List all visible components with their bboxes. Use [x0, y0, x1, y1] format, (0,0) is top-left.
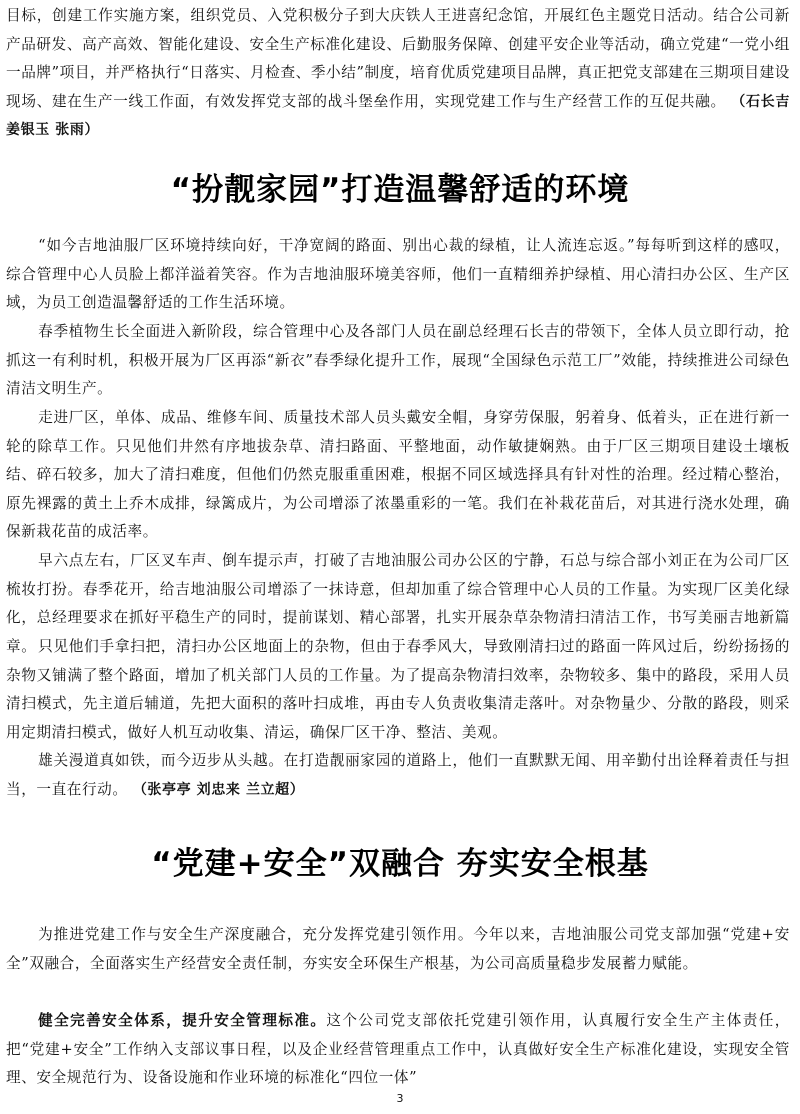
intro-paragraph	[6, 2, 790, 145]
intro-text: 目标，创建工作实施方案，组织党员、入党积极分子到大庆铁人王进喜纪念馆，开展红色主题党日活动。结合公司新产品研发、高产高效、智能化建设、安全生产标准化建设、后勤服务保障、创建平安企业等活动，确立党建“一党小组一品牌”项目，并严格执行“日落实、月检查、季小结”制度，培育优质党建项目品牌，真正把党支部建在三期项目建设现场、建在生产一线工作面，有效发挥党支部的战斗堡垒作用，实现党建工作与生产经营工作的互促共融。	[6, 7, 790, 110]
article2-lead-paragraph	[6, 1007, 790, 1093]
article1-paragraph-4: 早六点左右，厂区叉车声、倒车提示声，打破了吉地油服公司办公区的宁静，石总与综合部小刘正在为公司厂区梳妆打扮。春季花开，给吉地油服公司增添了一抹诗意，但却加重了综合管理中心人员的工作量。为实现厂区美化绿化，总经理要求在抓好平稳生产的同时，提前谋划、精心部署，扎实开展杂草杂物清扫清洁工作，书写美丽吉地新篇章。	[6, 552, 790, 655]
intro-byline: （石长吉 姜银玉 张雨）	[6, 93, 790, 139]
article1-byline: （张亭亭 刘忠来 兰立超）	[132, 781, 305, 798]
article1-paragraph-5: 只见他们手拿扫把，清扫办公区地面上的杂物，但由于春季风大，导致刚清扫过的路面一阵风过后，纷纷扬扬的杂物又铺满了整个路面，增加了机关部门人员的工作量。为了提高杂物清扫效率，杂物较多、集中的路段，采用人员清扫模式，先主道后辅道，先把大面积的落叶扫成堆，再由专人负责收集清走落叶。对杂物量少、分散的路段，则采用定期清扫模式，做好人机互动收集、清运，确保厂区干净、整洁、美观。	[6, 638, 790, 741]
article1-paragraph-1: “如今吉地油服厂区环境持续向好，干净宽阔的路面、别出心裁的绿植，让人流连忘返。”每每听到这样的感叹，综合管理中心人员脸上都洋溢着笑容。作为吉地油服环境美容师，他们一直精细养护绿植、用心清扫办公区、生产区域，为员工创造温馨舒适的工作生活环境。	[6, 237, 790, 312]
article2-lead-heading: 健全完善安全体系，提升安全管理标准。	[38, 1012, 327, 1029]
article1-paragraph-3: 走进厂区，单体、成品、维修车间、质量技术部人员头戴安全帽，身穿劳保服，躬着身、低着头，正在进行新一轮的除草工作。只见他们井然有序地拔杂草、清扫路面、平整地面，动作敏捷娴熟。由于厂区三期项目建设土壤板结、碎石较多，加大了清扫难度，但他们仍然克服重重困难，根据不同区域选择具有针对性的治理。经过精心整治，原先裸露的黄土上乔木成排，绿篱成片，为公司增添了浓墨重彩的一笔。我们在补栽花苗后，对其进行浇水处理，确保新栽花苗的成活率。	[6, 409, 790, 541]
article1-paragraph-6-text: 雄关漫道真如铁，而今迈步从头越。在打造靓丽家园的道路上，他们一直默默无闻、用辛勤付出诠释着责任与担当，一直在行动。	[6, 752, 790, 798]
article1-title: “扮靓家园”打造温馨舒适的环境	[170, 172, 630, 208]
article1-paragraph-6	[6, 747, 790, 804]
page-number: 3	[396, 1092, 404, 1105]
article2-paragraph-1: 为推进党建工作与安全生产深度融合，充分发挥党建引领作用。今年以来，吉地油服公司党支部加强“党建+安全”双融合，全面落实生产经营安全责任制，夯实安全环保生产根基，为公司高质量稳步发展蓄力赋能。	[6, 926, 790, 972]
article1-paragraph-2: 春季植物生长全面进入新阶段，综合管理中心及各部门人员在副总经理石长吉的带领下，全体人员立即行动，抢抓这一有利时机，积极开展为厂区再添“新衣”春季绿化提升工作，展现“全国绿色示范工厂”效能，持续推进公司绿色清洁文明生产。	[6, 323, 790, 398]
article2-title: “党建+安全”双融合 夯实安全根基	[151, 846, 649, 882]
article2-lead-text: 这个公司党支部依托党建引领作用，认真履行安全生产主体责任，把“党建+安全”工作纳入支部议事日程，以及企业经营管理重点工作中，认真做好安全生产标准化建设，实现安全管理、安全规范行为、设备设施和作业环境的标准化“四位一体”	[6, 1012, 790, 1087]
